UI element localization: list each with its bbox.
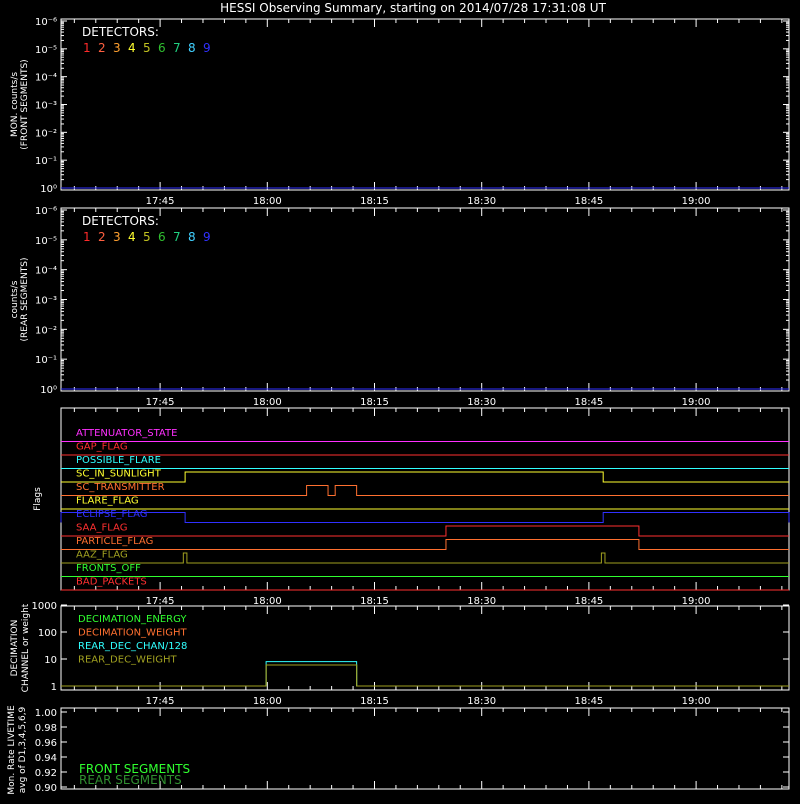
flags-xtick-label: 18:30 bbox=[467, 596, 497, 607]
flags-xtick-label: 18:15 bbox=[360, 596, 389, 607]
decimation-ylabel bbox=[21, 603, 31, 692]
livetime-ytick-label: 0.98 bbox=[34, 723, 57, 734]
flags-ylabel bbox=[33, 487, 43, 511]
flag-label-saa-flag: SAA_FLAG bbox=[76, 522, 128, 534]
decimation-legend-decimation-weight: DECIMATION_WEIGHT bbox=[78, 627, 187, 639]
rear-ytick-label: 10⁻⁵ bbox=[34, 235, 57, 247]
rear-ylabel-line: counts/s bbox=[10, 280, 20, 319]
decimation-legend-rear-dec-chan-128: REAR_DEC_CHAN/128 bbox=[78, 641, 188, 652]
decimation-title-ylabel bbox=[10, 620, 20, 677]
flag-label-possible-flare: POSSIBLE_FLARE bbox=[76, 455, 161, 466]
decimation-title-ylabel-line: DECIMATION bbox=[10, 619, 20, 677]
front-legend-detector-1: 1 bbox=[83, 41, 91, 55]
decimation-xtick-label: 17:45 bbox=[145, 696, 175, 707]
front-xtick-label: 17:45 bbox=[145, 196, 175, 207]
chart-title: HESSI Observing Summary, starting on 2014/07/28 17:31:08 UT bbox=[220, 1, 606, 15]
front-legend-detector-6: 6 bbox=[158, 41, 166, 55]
livetime-ytick-label: 0.90 bbox=[34, 783, 57, 794]
livetime-legend-rear-segments: REAR SEGMENTS bbox=[79, 773, 182, 787]
flag-label-fronts-off: FRONTS_OFF bbox=[76, 563, 141, 574]
rear-legend-detector-6: 6 bbox=[158, 230, 166, 244]
front-legend-detector-3: 3 bbox=[113, 41, 121, 55]
front-ytick-label: 10⁻⁴ bbox=[34, 72, 57, 84]
front-ytick-label: 10⁻⁵ bbox=[34, 44, 57, 56]
rear-ytick-label: 10⁰ bbox=[40, 385, 57, 396]
front-ytick-label: 10⁰ bbox=[40, 184, 57, 195]
rear-ytick-label: 10⁻⁴ bbox=[34, 265, 57, 277]
decimation-xtick-label: 18:00 bbox=[252, 696, 282, 707]
rear-legend-detector-9: 9 bbox=[203, 230, 211, 244]
rear-ytick-label: 10⁻³ bbox=[34, 295, 57, 307]
decimation-xtick-label: 18:15 bbox=[360, 696, 389, 707]
rear-legend-detector-7: 7 bbox=[173, 230, 181, 244]
livetime-ylabel bbox=[18, 706, 28, 793]
livetime-ytick-label: 0.92 bbox=[34, 768, 57, 779]
decimation-ytick-label: 1000 bbox=[31, 601, 57, 612]
front-xtick-label: 19:00 bbox=[681, 196, 711, 207]
livetime-legend-front-segments: FRONT SEGMENTS bbox=[79, 762, 191, 776]
rear-legend-title: DETECTORS: bbox=[82, 214, 159, 228]
decimation-ytick-label: 1 bbox=[50, 682, 57, 693]
flags-xtick-label: 18:00 bbox=[252, 596, 282, 607]
livetime-ylabel-line: avg of D1,3,4,5,6,9 bbox=[18, 706, 28, 794]
flag-label-flare-flag: FLARE_FLAG bbox=[76, 495, 139, 507]
front-legend-detector-5: 5 bbox=[143, 41, 151, 55]
rear-legend-detector-1: 1 bbox=[83, 230, 91, 244]
flag-label-gap-flag: GAP_FLAG bbox=[76, 441, 128, 453]
decimation-xtick-label: 18:30 bbox=[467, 696, 497, 707]
livetime-title-ylabel bbox=[7, 705, 17, 795]
front-legend-detector-2: 2 bbox=[98, 41, 106, 55]
flags-ylabel-line: Flags bbox=[33, 487, 43, 511]
rear-legend-detector-4: 4 bbox=[128, 230, 136, 244]
front-ylabel-line: MON. counts/s bbox=[10, 71, 20, 138]
rear-ytick-label: 10⁻² bbox=[34, 325, 57, 337]
rear-xtick-label: 17:45 bbox=[145, 397, 175, 408]
front-legend-detector-9: 9 bbox=[203, 41, 211, 55]
flag-label-sc-in-sunlight: SC_IN_SUNLIGHT bbox=[76, 468, 161, 480]
front-xtick-label: 18:45 bbox=[574, 196, 604, 207]
decimation-ytick-label: 10 bbox=[44, 655, 57, 666]
livetime-ytick-label: 1.00 bbox=[34, 708, 57, 719]
flag-label-aaz-flag: AAZ_FLAG bbox=[76, 549, 128, 561]
front-xtick-label: 18:30 bbox=[467, 196, 497, 207]
flags-xtick-label: 17:45 bbox=[145, 596, 175, 607]
flag-label-eclipse-flag: ECLIPSE_FLAG bbox=[76, 509, 148, 520]
decimation-ytick-label: 100 bbox=[37, 628, 57, 639]
flags-xtick-label: 19:00 bbox=[681, 596, 711, 607]
flag-label-bad-packets: BAD_PACKETS bbox=[76, 576, 147, 588]
decimation-xtick-label: 19:00 bbox=[681, 696, 711, 707]
flag-label-particle-flag: PARTICLE_FLAG bbox=[76, 536, 154, 547]
livetime-ytick-label: 0.94 bbox=[34, 753, 57, 764]
rear-xtick-label: 19:00 bbox=[681, 397, 711, 408]
front-legend-detector-4: 4 bbox=[128, 41, 136, 55]
front-legend-detector-8: 8 bbox=[188, 41, 196, 55]
front-legend-title: DETECTORS: bbox=[82, 25, 159, 39]
decimation-legend-decimation-energy: DECIMATION_ENERGY bbox=[78, 614, 187, 625]
front-xtick-label: 18:15 bbox=[360, 196, 389, 207]
rear-ylabel-line: (REAR SEGMENTS) bbox=[20, 257, 30, 342]
rear-legend-detector-8: 8 bbox=[188, 230, 196, 244]
rear-legend-detector-3: 3 bbox=[113, 230, 121, 244]
rear-ytick-label: 10⁻¹ bbox=[34, 355, 57, 367]
flags-xtick-label: 18:45 bbox=[574, 596, 604, 607]
flag-label-sc-transmitter: SC_TRANSMITTER bbox=[76, 482, 165, 493]
front-ylabel bbox=[10, 59, 30, 149]
front-ytick-label: 10⁻⁶ bbox=[34, 17, 57, 28]
rear-xtick-label: 18:30 bbox=[467, 397, 497, 408]
front-legend-detector-7: 7 bbox=[173, 41, 181, 55]
livetime-title-ylabel-line: Mon. Rate LIVETIME bbox=[7, 705, 17, 795]
front-ytick-label: 10⁻¹ bbox=[34, 156, 57, 168]
rear-xtick-label: 18:15 bbox=[360, 397, 389, 408]
front-xtick-label: 18:00 bbox=[252, 196, 282, 207]
front-ytick-label: 10⁻² bbox=[34, 128, 57, 140]
rear-legend-detector-5: 5 bbox=[143, 230, 151, 244]
front-ytick-label: 10⁻³ bbox=[34, 100, 57, 112]
rear-xtick-label: 18:45 bbox=[574, 397, 604, 408]
rear-legend-detector-2: 2 bbox=[98, 230, 106, 244]
decimation-xtick-label: 18:45 bbox=[574, 696, 604, 707]
rear-xtick-label: 18:00 bbox=[252, 397, 282, 408]
rear-ytick-label: 10⁻⁶ bbox=[34, 206, 57, 217]
front-ylabel-line: (FRONT SEGMENTS) bbox=[20, 59, 30, 150]
livetime-ytick-label: 0.96 bbox=[34, 738, 57, 749]
flag-label-attenuator-state: ATTENUATOR_STATE bbox=[76, 428, 178, 439]
decimation-legend-rear-dec-weight: REAR_DEC_WEIGHT bbox=[78, 654, 177, 666]
decimation-ylabel-line: CHANNEL or weight bbox=[21, 603, 31, 693]
